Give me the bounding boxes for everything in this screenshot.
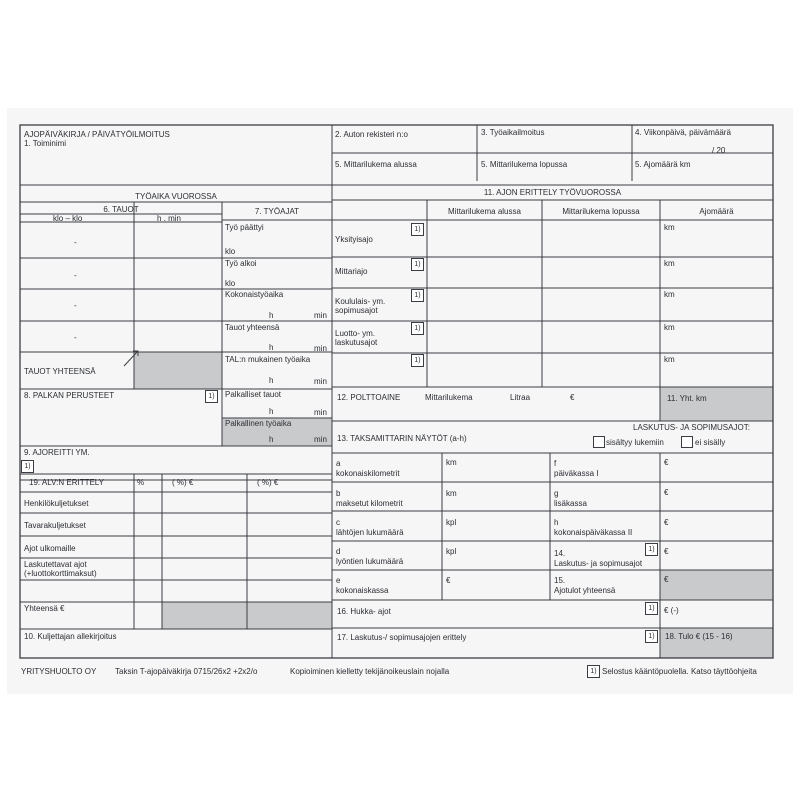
laskutus17-note-box: 1) — [645, 630, 658, 643]
polttoaine-litraa: Litraa — [510, 393, 531, 402]
field-tyoaikailmoitus-label: 3. Työaikailmoitus — [481, 128, 545, 137]
palkalliset-tauot-min: min — [314, 408, 327, 417]
alv-laskutettavat: Laskutettavat ajot — [24, 560, 87, 569]
ei-sisally-checkbox[interactable] — [681, 436, 693, 448]
field-rekisteri-label: 2. Auton rekisteri n:o — [335, 130, 408, 139]
d-unit: kpl — [446, 547, 457, 556]
laskutus-title: LASKUTUS- JA SOPIMUSAJOT: — [633, 423, 750, 432]
c-unit: kpl — [446, 518, 457, 527]
alv-col2-header: ( %) € — [172, 478, 194, 487]
hukka-note-box: 1) — [645, 602, 658, 615]
km-unit-3: km — [664, 290, 675, 299]
note-box-1: 1) — [411, 223, 424, 236]
form-title: AJOPÄIVÄKIRJA / PÄIVÄTYÖILMOITUS — [24, 130, 170, 139]
g-label: lisäkassa — [554, 499, 587, 508]
kokonaistyoaika-label: Kokonaistyöaika — [225, 290, 284, 299]
tyo-paattyi-klo: klo — [225, 247, 236, 256]
h-letter: h — [554, 518, 559, 527]
f15-number: 15. — [554, 576, 566, 585]
km-unit-1: km — [664, 223, 675, 232]
km-unit-2: km — [664, 259, 675, 268]
alv-ulkomaille: Ajot ulkomaille — [24, 544, 76, 553]
hukka-unit: € (-) — [664, 606, 679, 615]
taksamittari-title: 13. TAKSAMITTARIN NÄYTÖT (a-h) — [337, 434, 467, 443]
field-mittari-lopussa-label: 5. Mittarilukema lopussa — [481, 160, 568, 169]
palkallinen-tyoaika-label: Palkallinen työaika — [225, 419, 292, 428]
palkallinen-tyoaika-h: h — [269, 435, 274, 444]
note-box-4: 1) — [411, 322, 424, 335]
kokonaistyoaika-h: h — [269, 311, 274, 320]
palkka-note-box: 1) — [205, 390, 218, 403]
f14-number: 14. — [554, 549, 566, 558]
tauot-title: 6. TAUOT — [103, 205, 139, 214]
tauot-hmin-header: h . min — [157, 214, 182, 223]
sisaltyy-label: sisältyy lukemiin — [606, 438, 664, 447]
alv-col3-header: ( %) € — [257, 478, 279, 487]
tauot-klo-header: klo – klo — [53, 214, 83, 223]
f14-unit: € — [664, 547, 669, 556]
g-unit: € — [664, 488, 669, 497]
tauot-yhteensa-h: h — [269, 343, 274, 352]
footer-note: Selostus kääntöpuolella. Katso täyttöohjeita — [602, 667, 757, 676]
ei-sisally-label: ei sisälly — [695, 438, 726, 447]
c-letter: c — [336, 518, 340, 527]
alv-pct-header: % — [137, 478, 145, 487]
row-mittariajo: Mittariajo — [335, 267, 368, 276]
b-letter: b — [336, 489, 341, 498]
field-toiminimi-label: 1. Toiminimi — [24, 139, 67, 148]
polttoaine-mittarilukema: Mittarilukema — [425, 393, 473, 402]
field-paivamaara-year: / 20 — [712, 146, 726, 155]
form-sheet — [7, 108, 793, 694]
f15-label: Ajotulot yhteensä — [554, 586, 616, 595]
h-label: kokonaispäiväkassa II — [554, 528, 633, 537]
e-label: kokonaiskassa — [336, 586, 389, 595]
col-ajomaara: Ajomäärä — [699, 207, 734, 216]
f15-unit: € — [664, 575, 669, 584]
d-label: lyöntien lukumäärä — [336, 557, 404, 566]
note-box-5: 1) — [411, 354, 424, 367]
field-ajomaara-label: 5. Ajomäärä km — [635, 160, 691, 169]
palkan-perusteet-title: 8. PALKAN PERUSTEET — [24, 391, 115, 400]
km-unit-5: km — [664, 355, 675, 364]
tal-tyoaika-min: min — [314, 377, 327, 386]
laskutus17-label: 17. Laskutus-/ sopimusajojen erittely — [337, 633, 467, 642]
field-paivamaara-label: 4. Viikonpäivä, päivämäärä — [635, 128, 731, 137]
footer-company: YRITYSHUOLTO OY — [21, 667, 97, 676]
tal-tyoaika-h: h — [269, 376, 274, 385]
note-box-3: 1) — [411, 289, 424, 302]
polttoaine-title: 12. POLTTOAINE — [337, 393, 401, 402]
km-unit-4: km — [664, 323, 675, 332]
row-yksityisajo: Yksityisajo — [335, 235, 373, 244]
b-label: maksetut kilometrit — [336, 499, 403, 508]
tal-tyoaika-label: TAL:n mukainen työaika — [225, 355, 311, 364]
tauot-dash-3: - — [74, 301, 77, 310]
palkallinen-tyoaika-min: min — [314, 435, 327, 444]
tauot-yhteensa-label: Tauot yhteensä — [225, 323, 280, 332]
tyo-paattyi-label: Työ päättyi — [225, 223, 264, 232]
f-unit: € — [664, 458, 669, 467]
row-koulu: Koululais- ym. sopimusajot — [335, 297, 386, 315]
footer-copyright: Kopioiminen kielletty tekijänoikeuslain nojalla — [290, 667, 450, 676]
tauot-dash-2: - — [74, 271, 77, 280]
col-mittari-alussa: Mittarilukema alussa — [448, 207, 521, 216]
hukka-label: 16. Hukka- ajot — [337, 607, 391, 616]
col-mittari-lopussa: Mittarilukema lopussa — [562, 207, 640, 216]
tulo-label: 18. Tulo € (15 - 16) — [665, 632, 733, 641]
ajon-erittely-title: 11. AJON ERITTELY TYÖVUOROSSA — [483, 188, 622, 197]
tauot-dash-4: - — [74, 333, 77, 342]
row-luotto: Luotto- ym. laskutusajot — [335, 329, 378, 347]
f-label: päiväkassa I — [554, 469, 599, 478]
footer-note-box: 1) — [587, 665, 600, 678]
note-box-2: 1) — [411, 258, 424, 271]
e-unit: € — [446, 576, 451, 585]
tyoajat-title: 7. TYÖAJAT — [254, 207, 300, 216]
alv-title: 19. ALV:N ERITTELY — [29, 478, 104, 487]
g-letter: g — [554, 489, 559, 498]
footer-product: Taksin T-ajopäiväkirja 0715/26x2 +2x2/o — [115, 667, 258, 676]
palkalliset-tauot-label: Palkalliset tauot — [225, 390, 282, 399]
a-letter: a — [336, 459, 341, 468]
tauot-yhteensa-min: min — [314, 344, 327, 353]
sisaltyy-checkbox[interactable] — [593, 436, 605, 448]
a-label: kokonaiskilometrit — [336, 469, 400, 478]
alv-tavara: Tavarakuljetukset — [24, 521, 86, 530]
a-unit: km — [446, 458, 457, 467]
polttoaine-euro: € — [570, 393, 575, 402]
alv-yhteensa: Yhteensä € — [24, 604, 65, 613]
allekirjoitus-label: 10. Kuljettajan allekirjoitus — [24, 632, 117, 641]
e-letter: e — [336, 576, 341, 585]
tauot-yhteensa-total-label: TAUOT YHTEENSÄ — [24, 367, 96, 376]
alv-luottokortti: (+luottokorttimaksut) — [24, 569, 97, 578]
tyo-alkoi-label: Työ alkoi — [225, 259, 257, 268]
c-label: lähtöjen lukumäärä — [336, 528, 404, 537]
ajoreitti-title: 9. AJOREITTI YM. — [24, 448, 90, 457]
palkalliset-tauot-h: h — [269, 407, 274, 416]
kokonaistyoaika-min: min — [314, 311, 327, 320]
field-mittari-alussa-label: 5. Mittarilukema alussa — [335, 160, 417, 169]
f-letter: f — [554, 459, 557, 468]
tyo-alkoi-klo: klo — [225, 279, 236, 288]
ajoreitti-note-box: 1) — [21, 460, 34, 473]
yht-km-label: 11. Yht. km — [667, 394, 707, 403]
f14-note-box: 1) — [645, 543, 658, 556]
f14-label: Laskutus- ja sopimusajot — [554, 559, 643, 568]
b-unit: km — [446, 489, 457, 498]
d-letter: d — [336, 547, 341, 556]
h-unit: € — [664, 518, 669, 527]
tyoaika-title: TYÖAIKA VUOROSSA — [135, 192, 217, 201]
tauot-dash-1: - — [74, 238, 77, 247]
alv-henkilo: Henkilökuljetukset — [24, 499, 89, 508]
